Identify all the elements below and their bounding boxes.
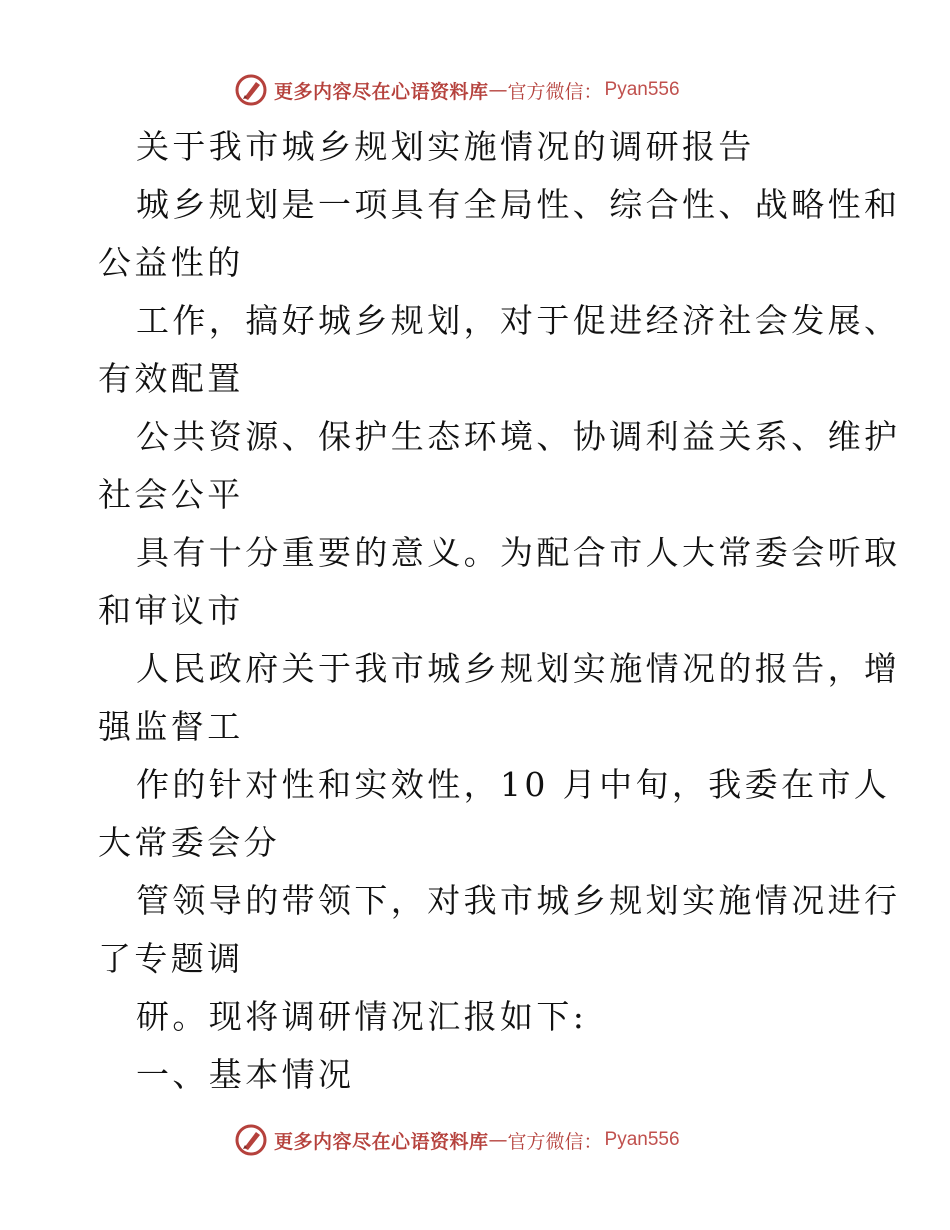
footer-watermark-banner bbox=[234, 1122, 680, 1158]
banner-wechat-handle: Pyan556 bbox=[604, 79, 680, 100]
banner-brand-text: 更多内容尽在心语资料库 bbox=[274, 1130, 489, 1153]
document-body bbox=[98, 118, 901, 1104]
banner-wechat-handle: Pyan556 bbox=[604, 1129, 680, 1150]
body-text-line: 有效配置 bbox=[98, 359, 244, 398]
body-text-line: 大常委会分 bbox=[98, 823, 280, 862]
body-text-line: 工作，搞好城乡规划，对于促进经济社会发展、 bbox=[136, 301, 901, 340]
body-text-line: 了专题调 bbox=[98, 939, 244, 978]
body-text-line: 人民政府关于我市城乡规划实施情况的报告，增 bbox=[136, 649, 901, 688]
quill-pen-logo-icon bbox=[234, 73, 268, 107]
body-text-line: 具有十分重要的意义。为配合市人大常委会听取 bbox=[136, 533, 901, 572]
banner-wechat-label: 官方微信： bbox=[507, 1130, 603, 1153]
body-text-line: 和审议市 bbox=[98, 591, 244, 630]
banner-dash: — bbox=[488, 79, 508, 101]
body-text-line: 作的针对性和实效性，10 月中旬，我委在市人 bbox=[136, 765, 891, 804]
banner-dash: — bbox=[488, 1129, 508, 1151]
body-text-line: 城乡规划是一项具有全局性、综合性、战略性和 bbox=[136, 185, 901, 224]
banner-brand-text: 更多内容尽在心语资料库 bbox=[274, 80, 489, 103]
body-text-line: 一、基本情况 bbox=[136, 1055, 355, 1094]
document-title: 关于我市城乡规划实施情况的调研报告 bbox=[136, 127, 755, 166]
banner-wechat-label: 官方微信： bbox=[507, 80, 603, 103]
quill-pen-logo-icon bbox=[234, 1123, 268, 1157]
body-text-line: 管领导的带领下，对我市城乡规划实施情况进行 bbox=[136, 881, 901, 920]
body-text-line: 公共资源、保护生态环境、协调利益关系、维护 bbox=[136, 417, 901, 456]
body-text-line: 公益性的 bbox=[98, 243, 244, 282]
header-watermark-banner bbox=[234, 72, 680, 108]
body-text-line: 研。现将调研情况汇报如下: bbox=[136, 997, 588, 1036]
body-text-line: 社会公平 bbox=[98, 475, 244, 514]
body-text-line: 强监督工 bbox=[98, 707, 244, 746]
